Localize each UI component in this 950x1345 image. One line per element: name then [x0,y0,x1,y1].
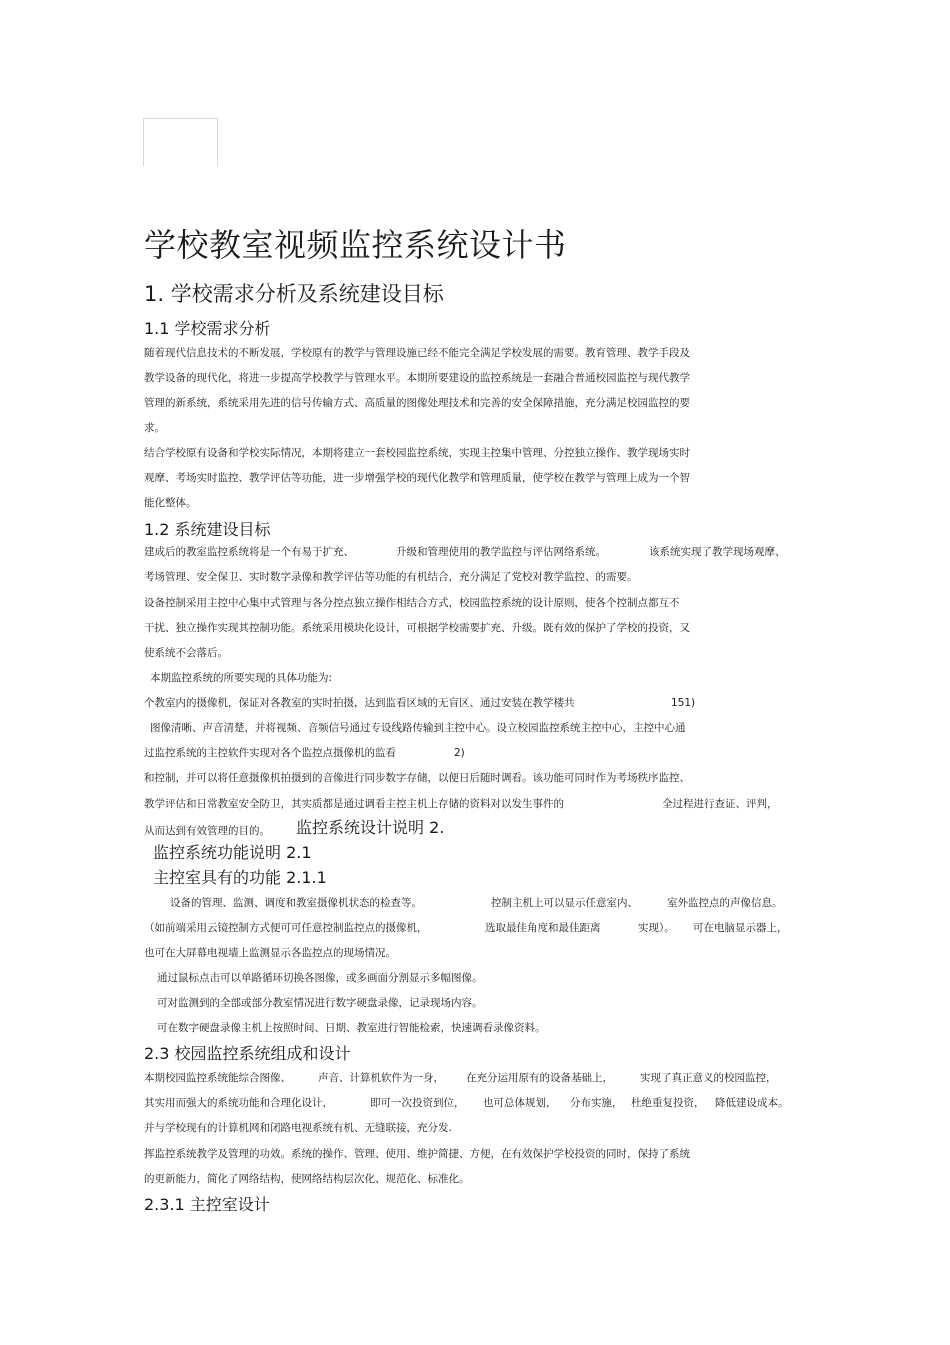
heading-1-1: 1.1 学校需求分析 [144,319,271,338]
document-title: 学校教室视频监控系统设计书 [144,226,567,264]
blank-header-box [143,118,218,166]
para-line: 即可一次投资到位， [370,1097,465,1109]
para-line: 可在数字硬盘录像主机上按照时间、日期、教室进行智能检索，快速调看录像资料。 [157,1022,546,1034]
para-line: 挥监控系统教学及管理的功效。系统的操作、管理、使用、维护简捷、方便，在有效保护学校投资的同时，保持了系统 [144,1148,690,1160]
para-line: 结合学校原有设备和学校实际情况，本期将建立一套校园监控系统，实现主控集中管理、分控独立操作、教学现场实时 [144,447,690,459]
para-line: 全过程进行查证、评判， [662,798,778,810]
para-line: 并与学校现有的计算机网和闭路电视系统有机、无缝联接，充分发. [144,1122,452,1134]
para-line: 过监控系统的主控软件实现对各个监控点摄像机的监看 [144,747,396,759]
heading-2-3-1: 2.3.1 主控室设计 [144,1195,270,1214]
para-line: （如前端采用云镜控制方式便可可任意控制监控点的摄像机， [144,922,428,934]
para-line: 的更新能力，简化了网络结构，使网络结构层次化、规范化、标准化。 [144,1173,470,1185]
para-line: 选取最佳角度和最佳距离 [485,922,601,934]
heading-2: 监控系统设计说明 2. [296,818,445,837]
para-line: 考场管理、安全保卫、实时数字录像和教学评估等功能的有机结合，充分满足了党校对教学监控、的需要。 [144,571,638,583]
para-line: 本期校园监控系统能综合图像、 [144,1072,291,1084]
para-line: 随着现代信息技术的不断发展，学校原有的教学与管理设施已经不能完全满足学校发展的需要。教育管理、教学手段及 [144,347,690,359]
para-line: 使系统不会落后。 [144,647,228,659]
para-line: 设备控制采用主控中心集中式管理与各分控点独立操作相结合方式，校园监控系统的设计原则，使各个控制点都互不 [144,597,680,609]
list-marker: 151) [671,697,696,709]
para-line: 管理的新系统，系统采用先进的信号传输方式、高质量的图像处理技术和完善的安全保障措施，充分满足校园监控的要 [144,397,690,409]
heading-2-1-1: 主控室具有的功能 2.1.1 [153,868,327,887]
list-marker: 2) [454,747,465,759]
heading-2-3: 2.3 校园监控系统组成和设计 [144,1044,351,1063]
para-line: 该系统实现了教学现场观摩、 [649,546,786,558]
para-line: 杜绝重复投资， [631,1097,705,1109]
para-line: 控制主机上可以显示任意室内、 [491,897,638,909]
para-line: 和控制，并可以将任意摄像机拍摄到的音像进行同步数字存储，以便日后随时调看。该功能可同时作为考场秩序监控、 [144,772,690,784]
para-line: 降低建设成本。 [715,1097,789,1109]
para-line: 个教室内的摄像机，保证对各教室的实时拍摄，达到监看区域的无盲区、通过安装在教学楼共 [144,697,575,709]
para-line: 可在电脑显示器上， [693,922,788,934]
para-line: 教学设备的现代化，将进一步提高学校教学与管理水平。本期所要建设的监控系统是一套融合普通校园监控与现代教学 [144,372,690,384]
para-line: 能化整体。 [144,497,197,509]
para-line: 其实用而强大的系统功能和合理化设计， [144,1097,333,1109]
para-line: 声音、计算机软件为一身， [318,1072,444,1084]
para-line: 可对监测到的全部或部分教室情况进行数字硬盘录像，记录现场内容。 [157,997,483,1009]
para-line: 室外监控点的声像信息。 [667,897,783,909]
para-line: 观摩、考场实时监控、教学评估等功能，进一步增强学校的现代化教学和管理质量，使学校在教学与管理上成为一个智 [144,472,690,484]
para-line: 图像清晰、声音清楚，并将视频、音频信号通过专设线路传输到主控中心。设立校园监控系统主控中心，主控中心通 [150,722,686,734]
heading-1-2: 1.2 系统建设目标 [144,520,271,539]
para-line: 干扰、独立操作实现其控制功能。系统采用模块化设计，可根据学校需要扩充、升级。既有效的保护了学校的投资，又 [144,622,690,634]
para-line: 也可在大屏幕电视墙上监测显示各监控点的现场情况。 [144,947,396,959]
para-line: 求。 [144,422,165,434]
para-line: 分布实施， [570,1097,623,1109]
para-line: 建成后的教室监控系统将是一个有易于扩充、 [144,546,354,558]
para-line: 实现）。 [638,922,675,934]
heading-2-1: 监控系统功能说明 2.1 [153,843,312,862]
para-line: 设备的管理、监测、调度和教室摄像机状态的检查等。 [170,897,422,909]
heading-1: 1. 学校需求分析及系统建设目标 [144,282,444,306]
para-line: 升级和管理使用的教学监控与评估网络系统。 [396,546,606,558]
para-line: 本期监控系统的所要实现的具体功能为: [150,672,333,684]
para-line: 通过鼠标点击可以单路循环切换各图像，或多画面分割显示多幅图像。 [157,972,483,984]
para-line: 教学评估和日常教室安全防卫，其实质都是通过调看主控主机上存储的资料对以发生事件的 [144,798,564,810]
para-line: 在充分运用原有的设备基础上， [466,1072,613,1084]
para-line: 实现了真正意义的校园监控， [640,1072,777,1084]
para-line: 从而达到有效管理的目的。 [144,825,270,837]
para-line: 也可总体规划， [483,1097,557,1109]
